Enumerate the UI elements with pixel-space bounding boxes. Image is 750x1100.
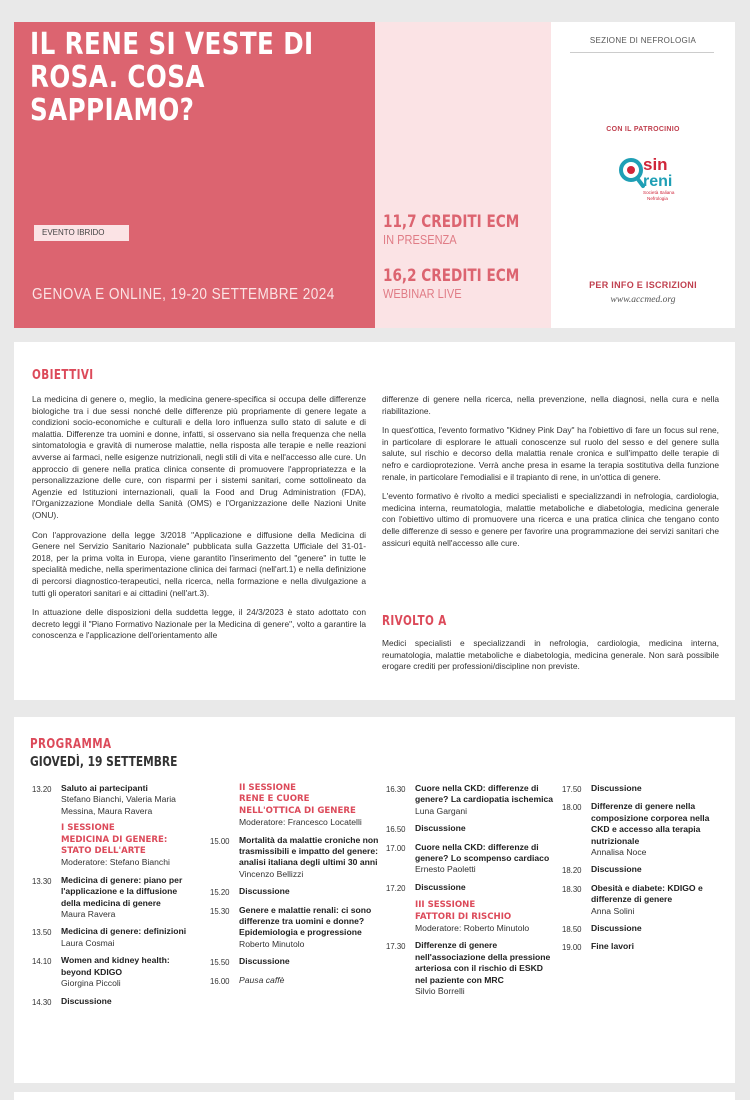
program-item: [386, 940, 556, 997]
sin-reni-logo: [619, 150, 694, 210]
item-title: Discussione: [591, 783, 642, 793]
program-item: [210, 956, 380, 968]
item-time: 17.20: [386, 883, 406, 893]
obiettivi-card: [14, 342, 735, 700]
program-item: [32, 783, 197, 817]
session-header: [386, 900, 556, 934]
item-time: 19.00: [562, 943, 582, 953]
obiettivi-title: OBIETTIVI: [32, 368, 94, 383]
svg-text:Società Italiana: Società Italiana: [643, 190, 675, 195]
title-line-2: ROSA. COSA SAPPIAMO?: [30, 60, 205, 128]
item-time: 17.50: [562, 785, 582, 794]
program-item: [210, 835, 380, 881]
program-item: [562, 801, 727, 858]
program-item: [386, 783, 556, 817]
item-speaker: Silvio Borrelli: [415, 986, 465, 997]
paragraph: L'evento formativo è rivolto a medici specialisti e specializzandi in nefrologia, cardiologia, medicina interna, reumatologia, malattie metaboliche e diabetologia, medicina generale con l'obiettivo ultimo di promuovere una ricerca e una pratica clinica che tengano conto delle differenze di sesso e genere per favorire una programmazione dei servizi sanitari che assicuri equità nell'accesso alle cure.: [382, 491, 719, 548]
item-title: Differenze di genere nella composizione corporea nella CKD e accesso alla terapia nutrizionale: [591, 801, 710, 846]
program-column-4: [562, 783, 727, 960]
item-time: 14.10: [32, 957, 52, 967]
svg-text:reni: reni: [643, 173, 673, 190]
paragraph: differenze di genere nella ricerca, nella prevenzione, nella diagnosi, nella cura e nella riabilitazione.: [382, 394, 719, 416]
item-title: Women and kidney health: beyond KDIGO: [61, 955, 170, 977]
svg-text:sin: sin: [643, 155, 668, 174]
item-title: Cuore nella CKD: differenze di genere? La cardiopatia ischemica: [415, 783, 554, 805]
session-label: MEDICINA DI GENERE:: [61, 834, 168, 845]
session-label: II SESSIONE: [239, 783, 297, 793]
title-line-1: IL RENE SI VESTE DI: [30, 27, 314, 62]
item-title: Obesità e diabete: KDIGO e differenze di genere: [591, 882, 703, 905]
item-title: Differenze di genere nell'associazione della pressione arteriosa con il rischio di ESKD nel paziente con MRC: [415, 940, 551, 985]
paragraph: In quest'ottica, l'evento formativo "Kidney Pink Day" ha l'obiettivo di fare un focus sul rene, in particolare di esplorare le attuali conoscenze sul ruolo del sesso e del genere sulla salute, sul rischio e decorso della malattia renale cronica e sull'impatto delle terapie di nefro e cardioprotezione. Verrà anche presa in esame la terapia sostitutiva della funzione renale, in particolare l'emodialisi e il trapianto di rene, in un'ottica di genere.: [382, 425, 719, 482]
item-time: 16.50: [386, 825, 406, 835]
item-time: 17.00: [386, 843, 406, 853]
paragraph: Medici specialisti e specializzandi in nefrologia, cardiologia, medicina interna, reumatologia, malattie metaboliche e diabetologia, medicina generale. Non sarà possibile erogare crediti per professioni/discipline non previste.: [382, 638, 719, 672]
item-time: 13.20: [32, 785, 52, 794]
program-item: [210, 905, 380, 951]
item-time: 16.00: [210, 976, 230, 986]
item-speaker: Laura Cosmai: [61, 937, 115, 948]
item-time: 15.00: [210, 836, 230, 846]
patrocinio-label: CON IL PATROCINIO: [606, 126, 680, 133]
item-title: Mortalità da malattie croniche non trasmissibili e impatto del genere: analisi italiana degli ultimi 30 anni: [239, 834, 379, 868]
program-item: [562, 941, 727, 953]
item-time: 16.30: [386, 785, 406, 794]
item-speaker: Roberto Minutolo: [239, 938, 305, 949]
item-time: 13.30: [32, 876, 52, 886]
session-label: I SESSIONE: [61, 823, 115, 834]
program-item: [562, 923, 727, 935]
session-header: [210, 783, 380, 829]
item-title: Discussione: [61, 995, 112, 1006]
program-item: [386, 882, 556, 894]
item-speaker: Ernesto Paoletti: [415, 864, 476, 875]
info-url-link[interactable]: www.accmed.org: [610, 295, 676, 305]
paragraph: Con l'approvazione della legge 3/2018 "Applicazione e diffusione della Medicina di Genere nel Servizio Sanitario Nazionale" pubblicata sulla Gazzetta Ufficiale del 31-01-2018, per la prima volta in Europa, viene garantito l'inserimento del "genere" in tutte le specialità mediche, nella sperimentazione clinica dei farmaci (nell'art.1) e nella definizione di percorsi diagnostico-terapeutici, nella ricerca, nella formazione e nella divulgazione a tutti gli operatori sanitari e ai cittadini (nell'art.3).: [32, 529, 366, 598]
event-location-date: GENOVA E ONLINE, 19-20 SETTEMBRE 2024: [32, 286, 335, 303]
item-title: Discussione: [239, 956, 290, 967]
rivolto-title: RIVOLTO A: [382, 614, 447, 629]
item-speaker: Anna Solini: [591, 905, 635, 916]
item-speaker: Luna Gargani: [415, 805, 468, 816]
item-speaker: Maura Ravera: [61, 909, 116, 920]
info-iscrizioni-label: PER INFO E ISCRIZIONI: [589, 280, 697, 290]
item-time: 15.30: [210, 906, 230, 916]
program-item: [32, 955, 197, 989]
session-moderator: Moderatore: Roberto Minutolo: [415, 923, 530, 934]
item-time: 17.30: [386, 942, 406, 952]
next-page-edge: [14, 1092, 735, 1100]
item-title: Fine lavori: [591, 941, 634, 952]
paragraph: In attuazione delle disposizioni della suddetta legge, il 24/3/2023 è stato adottato con decreto leggi il "Piano Formativo Nazionale per la Medicina di genere", volto a garantire la conoscenza e l'applicazione dell'orientamento alle: [32, 607, 366, 641]
program-item: [210, 886, 380, 898]
program-column-2: [210, 783, 380, 993]
credits-webinar: [383, 266, 553, 301]
item-title: Discussione: [239, 886, 290, 897]
credit-mode: WEBINAR LIVE: [383, 286, 462, 301]
item-title: Medicina di genere: piano per l'applicazione e la diffusione della medicina di genere: [61, 874, 183, 908]
item-title: Pausa caffè: [239, 974, 285, 985]
event-header: [14, 22, 735, 328]
rivolto-text: [382, 638, 719, 681]
session-label: III SESSIONE: [415, 900, 476, 911]
item-speaker: Giorgina Piccoli: [61, 978, 121, 989]
item-title: Discussione: [591, 923, 642, 934]
session-label: RENE E CUORE: [239, 794, 310, 805]
item-title: Medicina di genere: definizioni: [61, 926, 187, 937]
session-header: [32, 823, 197, 869]
item-speaker: Vincenzo Bellizzi: [239, 868, 304, 879]
session-moderator: Moderatore: Francesco Locatelli: [239, 817, 362, 828]
event-title: [30, 28, 358, 127]
programma-title: PROGRAMMA: [30, 737, 112, 752]
item-speaker: Stefano Bianchi, Valeria Maria Messina, Maura Ravera: [61, 794, 176, 816]
program-column-3: [386, 783, 556, 1004]
sezione-label: SEZIONE DI NEFROLOGIA: [589, 36, 697, 45]
item-speaker: Annalisa Noce: [591, 847, 647, 858]
program-item: [32, 875, 197, 921]
credit-value: 16,2 CREDITI ECM: [383, 266, 520, 286]
divider: [570, 52, 714, 53]
item-title: Discussione: [415, 823, 466, 834]
day-title: GIOVEDÌ, 19 SETTEMBRE: [30, 755, 178, 770]
item-title: Cuore nella CKD: differenze di genere? Lo scompenso cardiaco: [415, 841, 550, 864]
session-label: STATO DELL'ARTE: [61, 846, 146, 857]
item-title: Discussione: [591, 864, 642, 875]
item-time: 15.50: [210, 958, 230, 968]
obiettivi-column-left: [32, 394, 366, 650]
item-title: Saluto ai partecipanti: [61, 783, 148, 793]
program-item: [562, 883, 727, 917]
item-title: Discussione: [415, 881, 466, 892]
credit-value: 11,7 CREDITI ECM: [383, 212, 520, 232]
program-item: [562, 864, 727, 876]
item-time: 18.50: [562, 925, 582, 935]
program-item: [32, 926, 197, 949]
paragraph: La medicina di genere o, meglio, la medicina genere-specifica si occupa delle differenze biologiche tra i due sessi nonché delle differenze più propriamente di genere legate a condizioni socio-economiche e culturali e della loro influenza sullo stato di salute e di malattia. Differenze tra uomini e donne, infatti, si osservano sia nella frequenza che nella sintomatologia e gravità di numerose malattie, nella risposta alle terapie e nelle reazioni avverse ai farmaci, nelle esigenze nutrizionali, negli stili di vita e nell'accesso alle cure. Un approccio di genere nella pratica clinica consente di promuovere l'appropriatezza e la personalizzazione delle cure, con risparmi per i sistemi sanitari, come sottolineato da Agenzie ed Istituzioni internazionali, quali la Food and Drug Administration (FDA), l'Organizzazione Mondiale della Sanità (OMS) e l'Organizzazione delle Nazioni Unite (ONU).: [32, 394, 366, 520]
programma-card: [14, 717, 735, 1083]
item-time: 18.20: [562, 866, 582, 876]
item-title: Genere e malattie renali: ci sono differenze tra uomini e donne? Epidemiologia e progressione: [239, 904, 372, 938]
svg-text:Nefrologia: Nefrologia: [647, 196, 668, 201]
program-item: [562, 783, 727, 795]
credit-mode: IN PRESENZA: [383, 232, 457, 247]
program-column-1: [32, 783, 197, 1014]
session-label: FATTORI DI RISCHIO: [415, 911, 512, 922]
session-label: NELL'OTTICA DI GENERE: [239, 805, 356, 816]
session-moderator: Moderatore: Stefano Bianchi: [61, 857, 170, 868]
program-item: [210, 975, 380, 987]
program-item: [386, 823, 556, 835]
item-time: 14.30: [32, 997, 52, 1007]
item-time: 18.30: [562, 884, 582, 894]
item-time: 13.50: [32, 928, 52, 938]
item-time: 15.20: [210, 888, 230, 898]
evento-ibrido-badge: EVENTO IBRIDO: [34, 225, 129, 241]
program-item: [386, 842, 556, 876]
credits-in-presenza: [383, 212, 553, 247]
program-item: [32, 996, 197, 1008]
item-time: 18.00: [562, 803, 582, 813]
obiettivi-column-right: [382, 394, 719, 557]
